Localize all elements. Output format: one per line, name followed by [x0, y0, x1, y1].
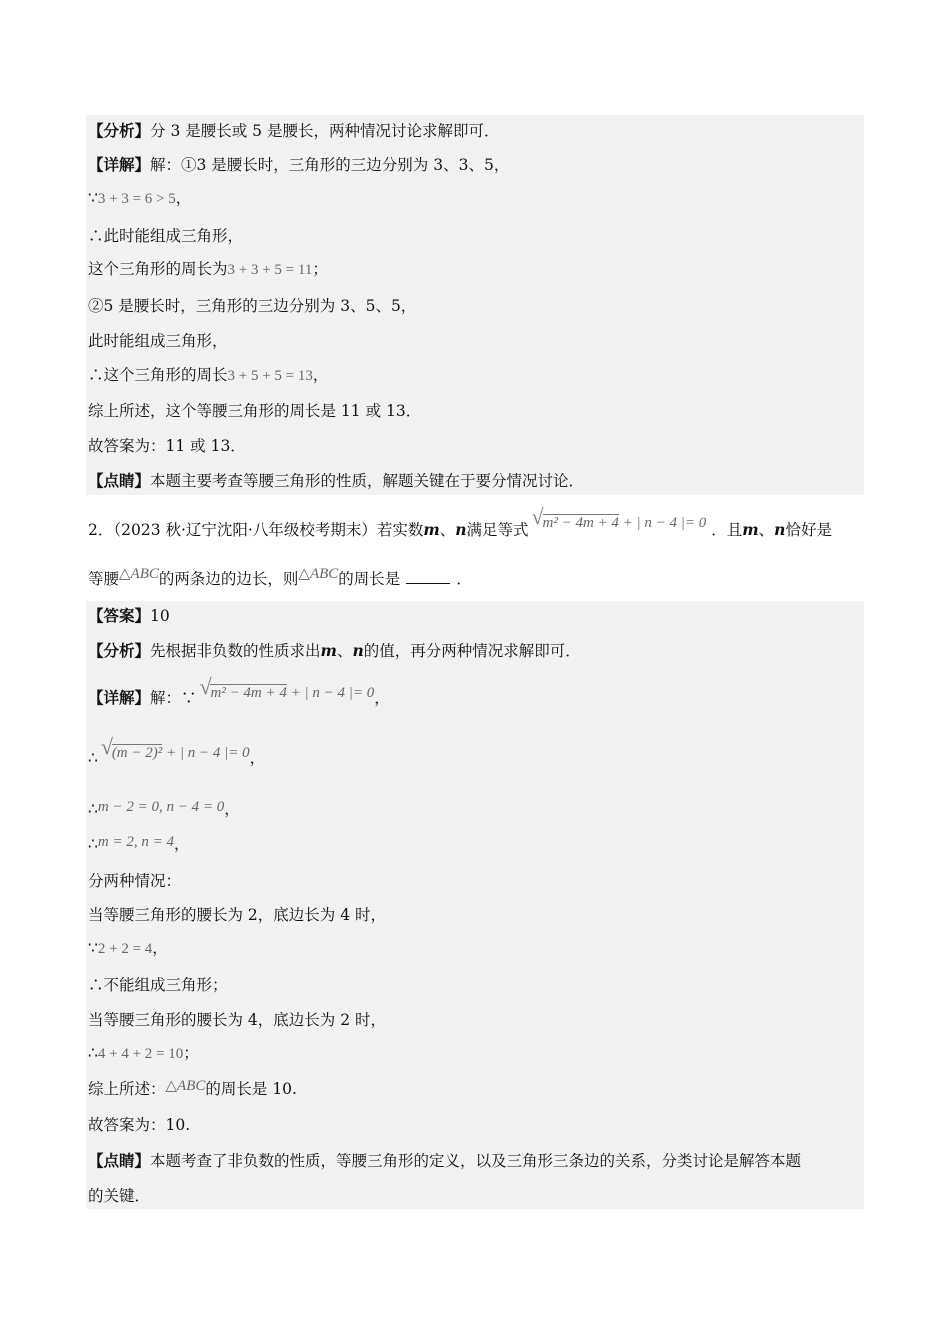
q2-equation: √ m² − 4m + 4 + | n − 4 |= 0	[534, 515, 707, 531]
q1-comment: 【点睛】本题主要考查等腰三角形的性质，解题关键在于要分情况讨论．	[88, 471, 585, 490]
q2-answer: 【答案】10	[88, 606, 170, 625]
q1-case-2-line2: 此时能组成三角形，	[88, 332, 228, 350]
q2-comment-line1: 【点睛】本题考查了非负数的性质，等腰三角形的定义，以及三角形三条边的关系，分类讨论是解答本题	[88, 1151, 802, 1170]
q2-step-1: ∴ √ (m − 2)² + | n − 4 |= 0，	[88, 748, 265, 769]
q2-case-2-therefore: ∴4 + 4 + 2 = 10；	[88, 1044, 199, 1062]
q1-case-2: ②5 是腰长时，三角形的三边分别为 3、5、5，	[88, 297, 417, 315]
q2-comment-line2: 的关键．	[88, 1187, 151, 1205]
q2-case-1-because: ∵2 + 2 = 4，	[88, 939, 168, 957]
q2-cases: 分两种情况：	[88, 872, 182, 890]
q2-stem-line2: 等腰△ABC的两条边的边长，则△ABC的周长是 ．	[88, 566, 472, 588]
q2-stem-line1: 2．（2023 秋·辽宁沈阳·八年级校考期末）若实数m、n满足等式 √ m² − 4m + 4 + | n − 4 |= 0 ．且m、n恰好是	[88, 520, 832, 541]
q2-summary: 综上所述：△ABC的周长是 10.	[88, 1078, 297, 1098]
q1-analysis: 【分析】分 3 是腰长或 5 是腰长，两种情况讨论求解即可．	[88, 121, 500, 140]
q1-perimeter-2: ∴这个三角形的周长3 + 5 + 5 = 13，	[88, 366, 329, 384]
q2-detail: 【详解】解：∵ √ m² − 4m + 4 + | n − 4 |= 0，	[88, 688, 390, 709]
q2-case-2: 当等腰三角形的腰长为 4，底边长为 2 时，	[88, 1011, 387, 1029]
q2-case-1: 当等腰三角形的腰长为 2，底边长为 4 时，	[88, 906, 387, 924]
q1-detail: 【详解】解：①3 是腰长时，三角形的三边分别为 3、3、5，	[88, 155, 510, 174]
q2-answer-line: 故答案为：10.	[88, 1116, 191, 1134]
q1-perimeter-1: 这个三角形的周长为3 + 3 + 5 = 11；	[88, 260, 328, 278]
answer-blank[interactable]	[406, 569, 450, 584]
q1-therefore-1: ∴此时能组成三角形，	[88, 227, 244, 245]
q2-analysis: 【分析】先根据非负数的性质求出m、n的值，再分两种情况求解即可．	[88, 641, 581, 660]
q1-because-1: ∵3 + 3 = 6 > 5，	[88, 189, 192, 207]
q2-step-2: ∴m − 2 = 0, n − 4 = 0，	[88, 799, 240, 818]
q1-answer-line: 故答案为：11 或 13．	[88, 437, 246, 455]
q2-case-1-conclusion: ∴不能组成三角形；	[88, 976, 228, 994]
q2-step-3: ∴m = 2, n = 4，	[88, 834, 190, 853]
q2-detail-equation: √ m² − 4m + 4 + | n − 4 |= 0	[201, 685, 374, 701]
q1-summary: 综上所述，这个等腰三角形的周长是 11 或 13．	[88, 402, 422, 420]
